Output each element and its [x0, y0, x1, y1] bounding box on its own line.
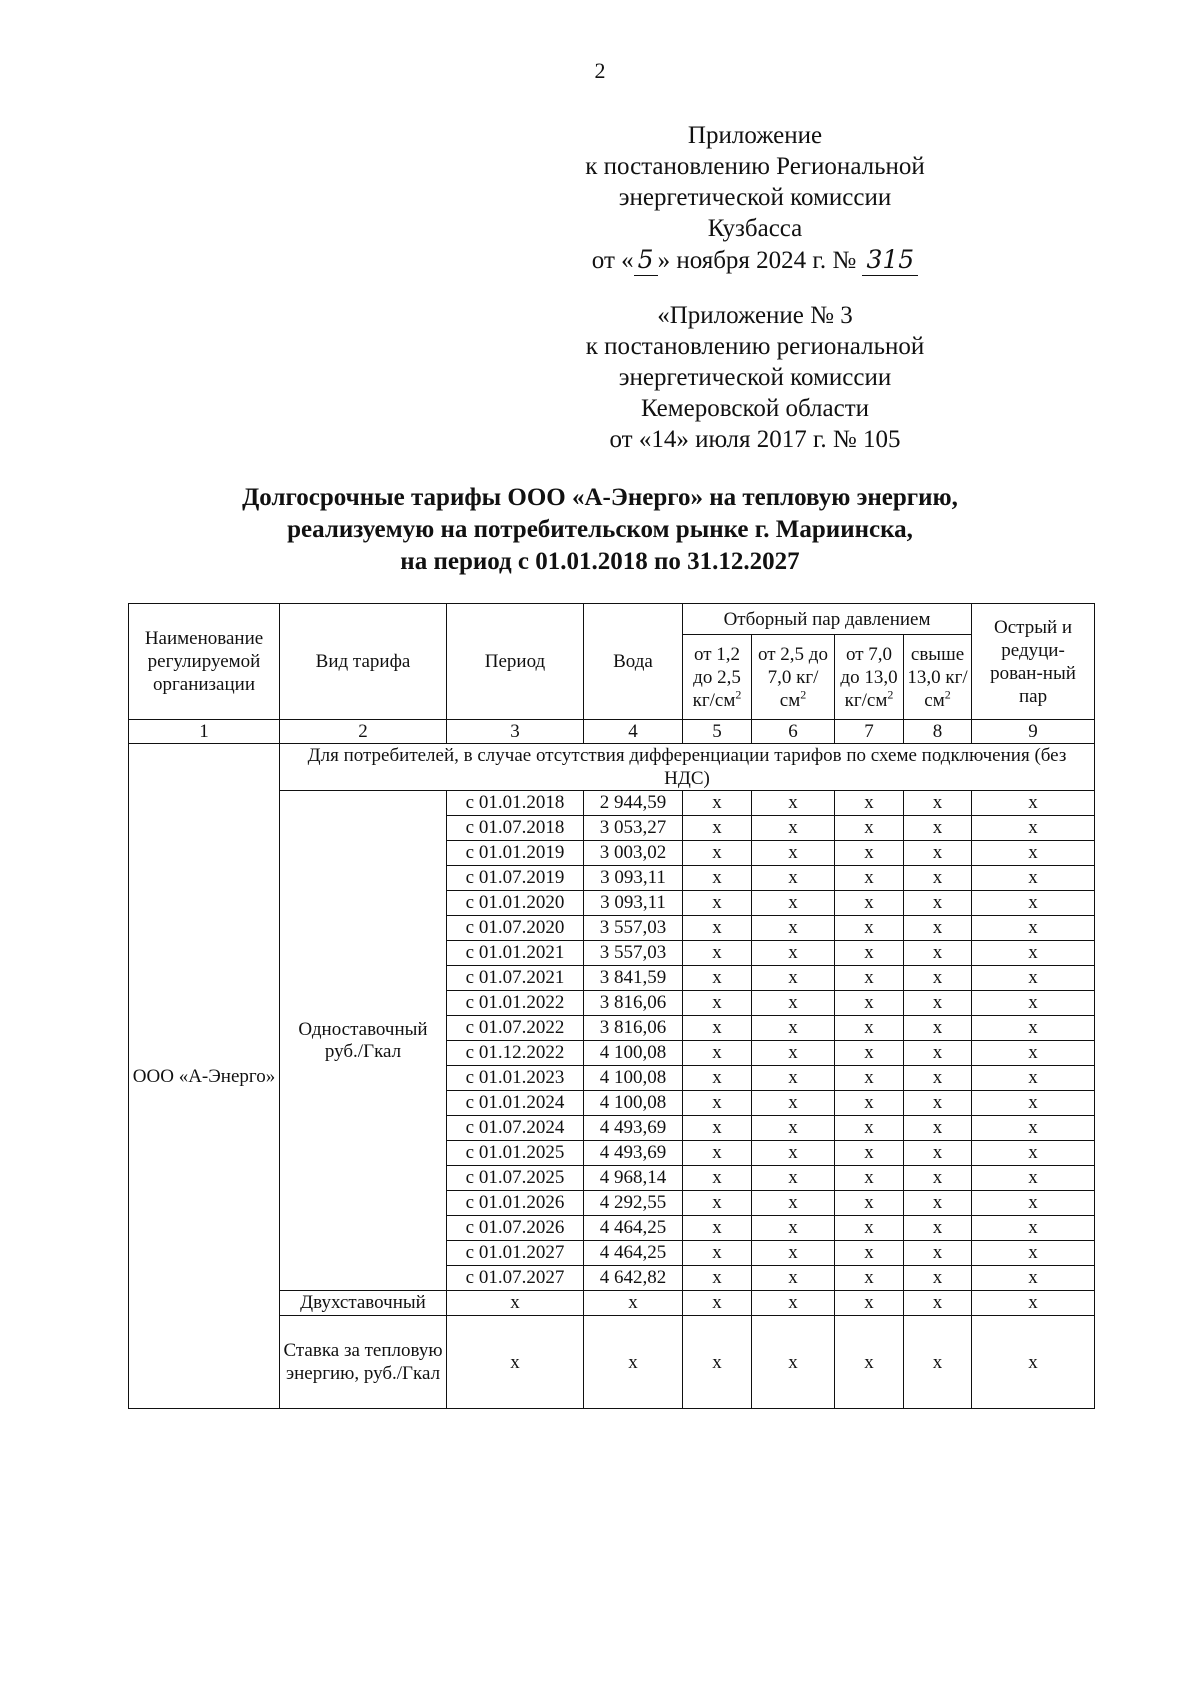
placeholder-cell: х: [904, 1191, 972, 1216]
placeholder-cell: х: [752, 1241, 835, 1266]
placeholder-cell: х: [972, 1241, 1095, 1266]
placeholder-cell: х: [972, 1191, 1095, 1216]
period-cell: с 01.01.2020: [447, 891, 584, 916]
placeholder-cell: х: [835, 1291, 904, 1316]
placeholder-cell: х: [683, 1191, 752, 1216]
placeholder-cell: х: [904, 1241, 972, 1266]
placeholder-cell: х: [752, 891, 835, 916]
placeholder-cell: х: [683, 991, 752, 1016]
page-number: 2: [594, 58, 606, 83]
annex-current-date: от « 5 » ноября 2024 г. № 315: [545, 244, 965, 276]
placeholder-cell: х: [972, 1116, 1095, 1141]
water-cell: 3 816,06: [584, 991, 683, 1016]
placeholder-cell: х: [683, 966, 752, 991]
placeholder-cell: х: [683, 1091, 752, 1116]
annex-original-line: «Приложение № 3: [657, 302, 853, 329]
placeholder-cell: х: [835, 1091, 904, 1116]
placeholder-cell: х: [752, 1016, 835, 1041]
placeholder-cell: х: [752, 941, 835, 966]
header-tariff-type: Вид тарифа: [280, 604, 447, 720]
period-cell: с 01.07.2024: [447, 1116, 584, 1141]
placeholder-cell: х: [683, 1166, 752, 1191]
water-cell: 3 093,11: [584, 891, 683, 916]
period-cell: с 01.07.2022: [447, 1016, 584, 1041]
placeholder-cell: х: [904, 1291, 972, 1316]
placeholder-cell: х: [835, 991, 904, 1016]
water-cell: 4 493,69: [584, 1141, 683, 1166]
placeholder-cell: х: [683, 941, 752, 966]
two-rate-label: Двухставочный: [280, 1291, 447, 1316]
period-cell: с 01.01.2022: [447, 991, 584, 1016]
placeholder-cell: х: [904, 866, 972, 891]
handwritten-number: 315: [862, 244, 918, 276]
placeholder-cell: х: [835, 941, 904, 966]
placeholder-cell: х: [683, 866, 752, 891]
placeholder-cell: х: [752, 1141, 835, 1166]
placeholder-cell: х: [904, 816, 972, 841]
water-cell: 4 642,82: [584, 1266, 683, 1291]
annex-original-line: энергетической комиссии: [618, 364, 892, 391]
placeholder-cell: х: [972, 1166, 1095, 1191]
placeholder-cell: х: [835, 1141, 904, 1166]
title-line: Долгосрочные тарифы ООО «А-Энерго» на тепловую энергию,: [242, 484, 958, 511]
water-cell: 2 944,59: [584, 791, 683, 816]
annex-original-line: к постановлению региональной: [585, 333, 925, 360]
placeholder-cell: х: [972, 966, 1095, 991]
placeholder-cell: х: [835, 1166, 904, 1191]
placeholder-cell: х: [904, 1016, 972, 1041]
placeholder-cell: х: [752, 1216, 835, 1241]
tariff-table: [128, 603, 1095, 1409]
placeholder-cell: х: [752, 966, 835, 991]
placeholder-cell: х: [972, 891, 1095, 916]
period-cell: с 01.01.2026: [447, 1191, 584, 1216]
placeholder-cell: х: [683, 1116, 752, 1141]
placeholder-cell: х: [972, 941, 1095, 966]
header-period: Период: [447, 604, 584, 720]
placeholder-cell: х: [752, 1066, 835, 1091]
placeholder-cell: х: [835, 841, 904, 866]
placeholder-cell: х: [904, 791, 972, 816]
placeholder-cell: х: [835, 916, 904, 941]
placeholder-cell: х: [904, 1166, 972, 1191]
placeholder-cell: х: [904, 916, 972, 941]
placeholder-cell: х: [835, 1191, 904, 1216]
placeholder-cell: х: [835, 791, 904, 816]
placeholder-cell: х: [972, 1091, 1095, 1116]
placeholder-cell: х: [972, 1216, 1095, 1241]
water-cell: 3 557,03: [584, 941, 683, 966]
period-cell: с 01.07.2020: [447, 916, 584, 941]
placeholder-cell: х: [835, 1266, 904, 1291]
water-cell: 3 816,06: [584, 1016, 683, 1041]
placeholder-cell: х: [972, 1266, 1095, 1291]
period-cell: с 01.01.2021: [447, 941, 584, 966]
placeholder-cell: х: [683, 1141, 752, 1166]
placeholder-cell: х: [752, 916, 835, 941]
column-number-row: [129, 720, 1095, 744]
column-number: 5: [683, 720, 752, 744]
placeholder-cell: х: [904, 1041, 972, 1066]
placeholder-cell: х: [752, 1316, 835, 1409]
water-cell: 3 093,11: [584, 866, 683, 891]
placeholder-cell: х: [683, 1016, 752, 1041]
header-org: Наименование регулируемой организации: [129, 604, 280, 720]
annex-original-line: Кемеровской области: [640, 395, 870, 422]
placeholder-cell: х: [904, 1066, 972, 1091]
annex-current-header: [545, 120, 965, 276]
annex-current-line: Кузбасса: [707, 215, 803, 242]
placeholder-cell: х: [752, 1041, 835, 1066]
placeholder-cell: х: [752, 1291, 835, 1316]
placeholder-cell: х: [835, 1066, 904, 1091]
period-cell: с 01.01.2024: [447, 1091, 584, 1116]
placeholder-cell: х: [972, 816, 1095, 841]
column-number: 6: [752, 720, 835, 744]
placeholder-cell: х: [972, 1141, 1095, 1166]
placeholder-cell: х: [972, 1291, 1095, 1316]
period-cell: с 01.07.2025: [447, 1166, 584, 1191]
water-cell: 4 464,25: [584, 1241, 683, 1266]
heat-rate-label: Ставка за тепловую энергию, руб./Гкал: [280, 1316, 447, 1409]
placeholder-cell: х: [835, 966, 904, 991]
placeholder-cell: х: [904, 991, 972, 1016]
title-line: на период с 01.01.2018 по 31.12.2027: [400, 548, 800, 575]
placeholder-cell: х: [904, 1316, 972, 1409]
placeholder-cell: х: [683, 1316, 752, 1409]
placeholder-cell: х: [972, 791, 1095, 816]
annex-original-line: от «14» июля 2017 г. № 105: [609, 426, 901, 453]
placeholder-cell: х: [835, 1041, 904, 1066]
placeholder-cell: х: [752, 866, 835, 891]
period-cell: с 01.01.2027: [447, 1241, 584, 1266]
water-cell: 3 053,27: [584, 816, 683, 841]
placeholder-cell: х: [972, 1016, 1095, 1041]
placeholder-cell: х: [752, 816, 835, 841]
placeholder-cell: х: [972, 916, 1095, 941]
placeholder-cell: х: [683, 816, 752, 841]
placeholder-cell: х: [752, 1091, 835, 1116]
water-cell: 3 841,59: [584, 966, 683, 991]
placeholder-cell: х: [904, 1266, 972, 1291]
placeholder-cell: х: [752, 841, 835, 866]
water-cell: 3 003,02: [584, 841, 683, 866]
placeholder-cell: х: [683, 1066, 752, 1091]
column-number: 8: [904, 720, 972, 744]
document-title: [0, 482, 1200, 578]
placeholder-cell: х: [683, 1291, 752, 1316]
single-rate-label: Одноставочный руб./Гкал: [280, 791, 447, 1291]
placeholder-cell: х: [835, 891, 904, 916]
annex-current-line: Приложение: [687, 122, 823, 149]
placeholder-cell: х: [683, 891, 752, 916]
placeholder-cell: х: [904, 891, 972, 916]
section-title: Для потребителей, в случае отсутствия дифференциации тарифов по схеме подключения (без НДС): [280, 744, 1095, 791]
placeholder-cell: х: [683, 1216, 752, 1241]
column-number: 9: [972, 720, 1095, 744]
placeholder-cell: х: [972, 991, 1095, 1016]
placeholder-cell: х: [447, 1316, 584, 1409]
annex-current-line: к постановлению Региональной: [585, 153, 925, 180]
column-number: 7: [835, 720, 904, 744]
placeholder-cell: х: [904, 1116, 972, 1141]
water-cell: 4 292,55: [584, 1191, 683, 1216]
period-cell: с 01.01.2018: [447, 791, 584, 816]
period-cell: с 01.07.2027: [447, 1266, 584, 1291]
placeholder-cell: х: [835, 1016, 904, 1041]
header-sharp-steam: Острый и редуци-рован-ный пар: [972, 604, 1095, 720]
title-line: реализуемую на потребительском рынке г. Мариинска,: [287, 516, 913, 543]
period-cell: с 01.07.2019: [447, 866, 584, 891]
placeholder-cell: х: [835, 1316, 904, 1409]
placeholder-cell: х: [752, 1116, 835, 1141]
placeholder-cell: х: [972, 1316, 1095, 1409]
placeholder-cell: х: [904, 966, 972, 991]
placeholder-cell: х: [904, 1091, 972, 1116]
water-cell: 3 557,03: [584, 916, 683, 941]
period-cell: с 01.01.2023: [447, 1066, 584, 1091]
period-cell: с 01.12.2022: [447, 1041, 584, 1066]
placeholder-cell: х: [752, 1166, 835, 1191]
header-steam-2: от 2,5 до 7,0 $кг/см^2$: [752, 635, 835, 720]
header-steam-group: Отборный пар давлением: [683, 604, 972, 635]
handwritten-day: 5: [634, 244, 658, 276]
placeholder-cell: х: [835, 816, 904, 841]
placeholder-cell: х: [972, 1066, 1095, 1091]
placeholder-cell: х: [683, 916, 752, 941]
period-cell: с 01.01.2025: [447, 1141, 584, 1166]
placeholder-cell: х: [904, 941, 972, 966]
water-cell: 4 464,25: [584, 1216, 683, 1241]
placeholder-cell: х: [752, 791, 835, 816]
placeholder-cell: х: [835, 1216, 904, 1241]
placeholder-cell: х: [683, 1041, 752, 1066]
placeholder-cell: х: [835, 866, 904, 891]
annex-original-header: [545, 300, 965, 455]
placeholder-cell: х: [752, 991, 835, 1016]
column-number: 4: [584, 720, 683, 744]
placeholder-cell: х: [584, 1291, 683, 1316]
placeholder-cell: х: [752, 1266, 835, 1291]
placeholder-cell: х: [904, 1141, 972, 1166]
water-cell: 4 100,08: [584, 1041, 683, 1066]
placeholder-cell: х: [683, 791, 752, 816]
period-cell: с 01.07.2021: [447, 966, 584, 991]
placeholder-cell: х: [752, 1191, 835, 1216]
placeholder-cell: х: [904, 1216, 972, 1241]
period-cell: с 01.01.2019: [447, 841, 584, 866]
placeholder-cell: х: [904, 841, 972, 866]
placeholder-cell: х: [447, 1291, 584, 1316]
placeholder-cell: х: [683, 1266, 752, 1291]
column-number: 1: [129, 720, 280, 744]
org-name: ООО «А-Энерго»: [129, 744, 280, 1409]
placeholder-cell: х: [835, 1241, 904, 1266]
annex-current-line: энергетической комиссии: [618, 184, 892, 211]
placeholder-cell: х: [972, 866, 1095, 891]
water-cell: 4 100,08: [584, 1091, 683, 1116]
period-cell: с 01.07.2018: [447, 816, 584, 841]
placeholder-cell: х: [683, 1241, 752, 1266]
column-number: 3: [447, 720, 584, 744]
placeholder-cell: х: [683, 841, 752, 866]
placeholder-cell: х: [835, 1116, 904, 1141]
water-cell: 4 968,14: [584, 1166, 683, 1191]
header-steam-1: от 1,2 до 2,5 $кг/см^2$: [683, 635, 752, 720]
header-steam-4: свыше 13,0 $кг/см^2$: [904, 635, 972, 720]
placeholder-cell: х: [972, 841, 1095, 866]
column-number: 2: [280, 720, 447, 744]
placeholder-cell: х: [972, 1041, 1095, 1066]
period-cell: с 01.07.2026: [447, 1216, 584, 1241]
header-steam-3: от 7,0 до 13,0 $кг/см^2$: [835, 635, 904, 720]
placeholder-cell: х: [584, 1316, 683, 1409]
water-cell: 4 493,69: [584, 1116, 683, 1141]
header-water: Вода: [584, 604, 683, 720]
water-cell: 4 100,08: [584, 1066, 683, 1091]
